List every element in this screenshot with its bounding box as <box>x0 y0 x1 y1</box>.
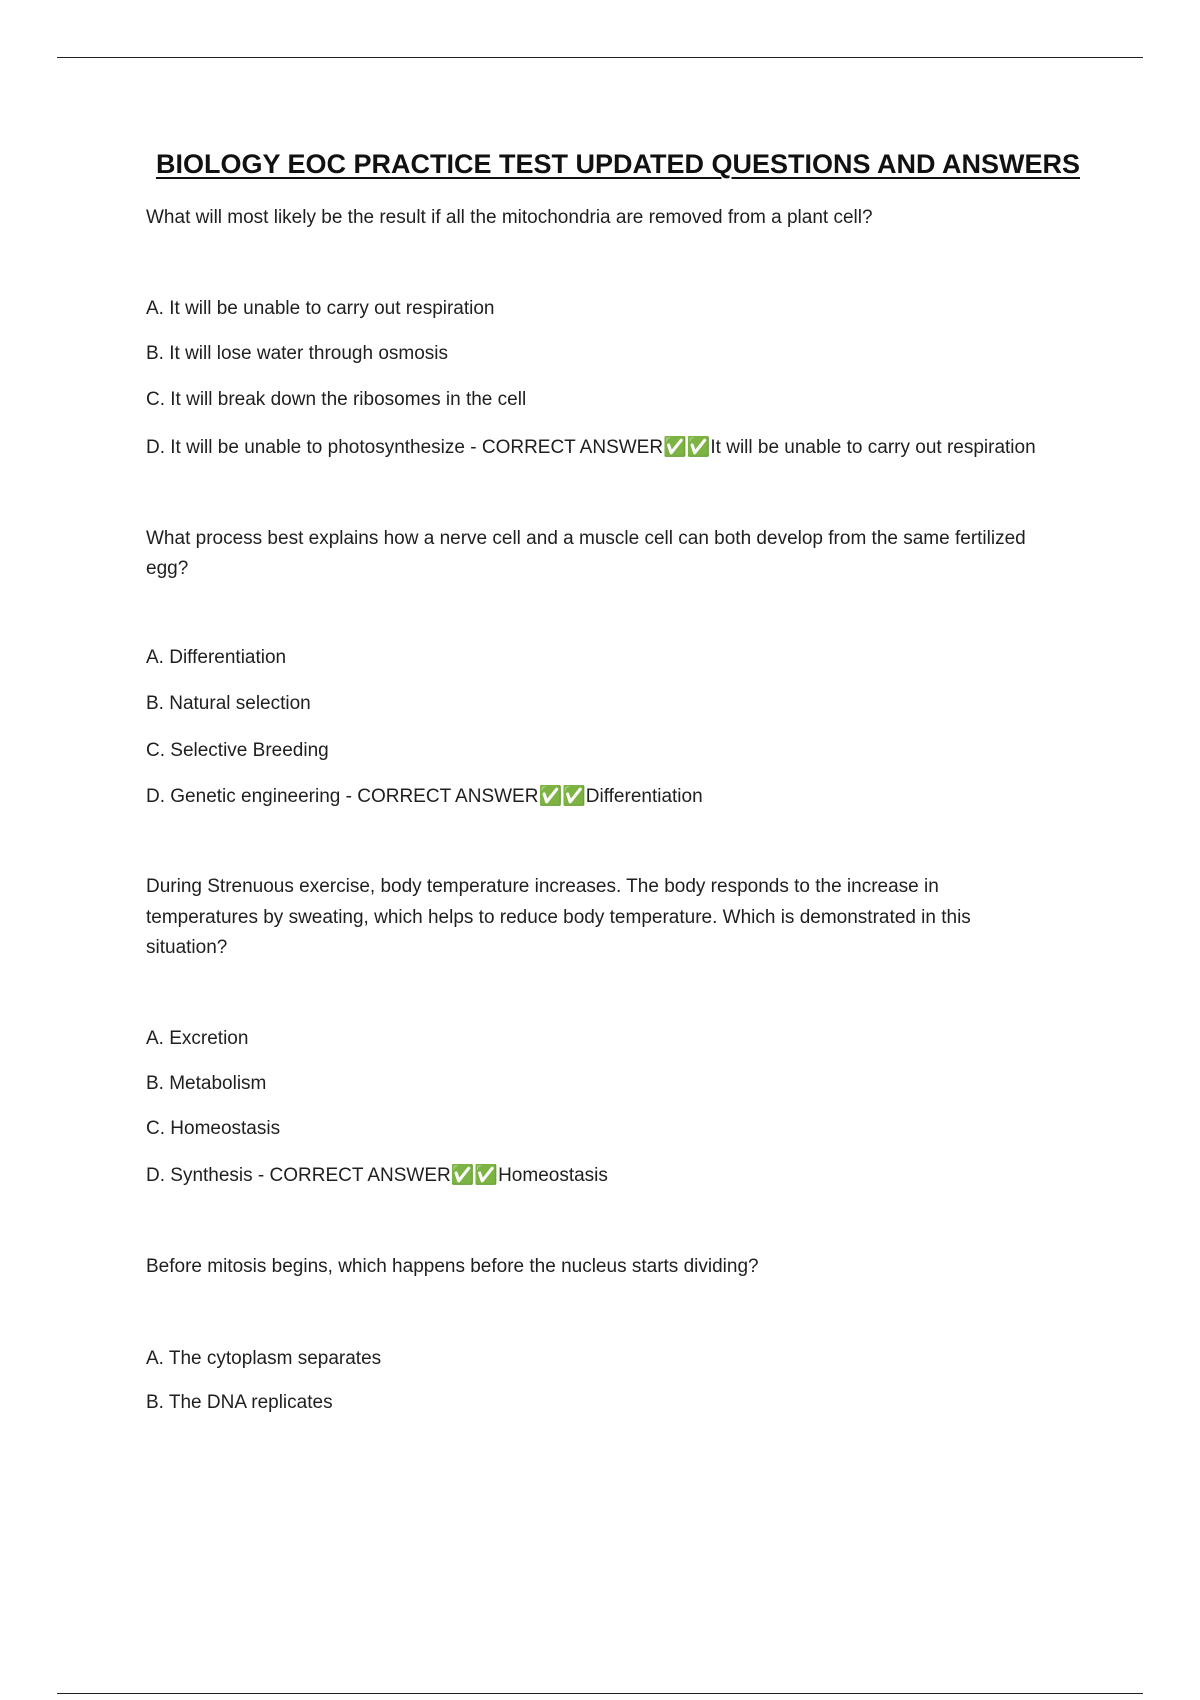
header-rule <box>57 57 1143 58</box>
question-2-option-d-answer: D. Genetic engineering - CORRECT ANSWER✅✅Differentiation <box>146 786 703 807</box>
question-3-option-a: A. Excretion <box>146 1028 249 1049</box>
question-4-option-a: A. The cytoplasm separates <box>146 1348 382 1369</box>
question-2-option-a: A. Differentiation <box>146 647 287 668</box>
question-4-option-b: B. The DNA replicates <box>146 1392 333 1413</box>
question-2-option-b: B. Natural selection <box>146 693 311 714</box>
question-2-option-c: C. Selective Breeding <box>146 740 329 761</box>
question-1-text: What will most likely be the result if all the mitochondria are removed from a plant cell? <box>146 207 873 228</box>
question-3-text-line-1: During Strenuous exercise, body temperature increases. The body responds to the increase in <box>146 876 939 897</box>
question-4-text: Before mitosis begins, which happens before the nucleus starts dividing? <box>146 1256 759 1277</box>
question-3-text-line-2: temperatures by sweating, which helps to reduce body temperature. Which is demonstrated in this <box>146 907 971 928</box>
question-2-text-line-2: egg? <box>146 558 189 579</box>
question-1-option-a: A. It will be unable to carry out respiration <box>146 298 495 319</box>
question-3-option-c: C. Homeostasis <box>146 1118 281 1139</box>
question-3-text-line-3: situation? <box>146 937 228 958</box>
footer-rule <box>57 1693 1143 1694</box>
question-1-option-d-answer: D. It will be unable to photosynthesize - CORRECT ANSWER✅✅It will be unable to carry out respiration <box>146 437 1036 458</box>
question-3-option-b: B. Metabolism <box>146 1073 267 1094</box>
question-3-option-d-answer: D. Synthesis - CORRECT ANSWER✅✅Homeostasis <box>146 1165 608 1186</box>
document-title: BIOLOGY EOC PRACTICE TEST UPDATED QUESTIONS AND ANSWERS <box>155 149 1081 179</box>
question-2-text-line-1: What process best explains how a nerve cell and a muscle cell can both develop from the same fertilized <box>146 528 1026 549</box>
question-1-option-b: B. It will lose water through osmosis <box>146 343 449 364</box>
question-1-option-c: C. It will break down the ribosomes in the cell <box>146 389 527 410</box>
